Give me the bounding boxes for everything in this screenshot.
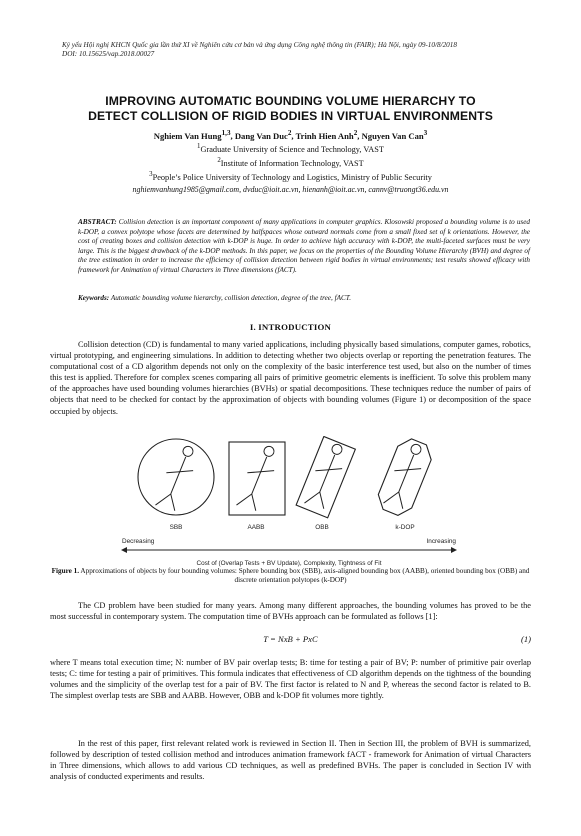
title-line-1: IMPROVING AUTOMATIC BOUNDING VOLUME HIERARCHY TO [105, 94, 476, 108]
affiliation: $^2$Institute of Information Technology, VAST [217, 156, 364, 168]
keywords-label: Keywords: [78, 294, 110, 302]
decreasing-label: Decreasing [122, 538, 155, 545]
cost-axis-label: Cost of (Overlap Tests + BV Update), Complexity, Tightness of Fit [196, 560, 382, 567]
author: Nguyen Van Can [361, 130, 424, 141]
figure-1-caption [50, 567, 531, 586]
equation-1 [50, 634, 531, 646]
kdop-shape [374, 436, 436, 519]
abstract-text: Collision detection is an important component of many applications in computer graphics. Klosowski proposed a bounding volume is to used k-DOP, a convex polytope whose facets are determined by halfspaces whose outward normals come from a small fixed set of k orientations. However, the cost of creating boxes and collision detection with k-DOP is huge. In order to achieve high accuracy with k-DOP, the multi-faceted surfaces must be very large. This is the biggest drawback of the k-DOP methods. In this paper, we focus on the properties of the Bounding Volume Hierarchy (BVH) and degree of the tree estimation in order to increase the efficiency of collision detection between rigid bodies in virtual environments; test results showed efficacy with framework for Animation of virtual Characters in Three dimensions (fACT). [78, 218, 531, 274]
doi-line: DOI: 10.15625/vap.2018.00027 [62, 50, 155, 58]
author-sup: 3 [423, 129, 428, 137]
section-heading: I. INTRODUCTION [249, 322, 332, 332]
body-paragraph: where T means total execution time; N: number of BV pair overlap tests; B: time for testing a pair of BV; P: number of primitive pair overlap tests; C: time for testing a pair of primitives. This formula indicates that effectiveness of CD algorithm depends on the tightness of the bounding volumes and the simplicity of the overlap test for a pair of BV. The first factor is related to N and P, whereas the second factor is related to B. The simplest overlap tests are SBB and AABB. However, OBB and k-DOP fit volumes more tightly. [50, 658, 531, 701]
running-header [62, 41, 532, 59]
author-emails: nghiemvanhung1985@gmail.com, dvduc@ioit.ac.vn, hienanh@ioit.ac.vn, cannv@truongt36.edu.vn [132, 185, 449, 194]
author-sup: 1,3 [221, 129, 231, 137]
caption-label: Figure 1. [51, 567, 80, 575]
title-line-2: DETECT COLLISION OF RIGID BODIES IN VIRTUAL ENVIRONMENTS [88, 109, 493, 123]
figure-1 [120, 436, 460, 574]
author: Trinh Hien Anh [295, 130, 354, 141]
affiliation: $^1$Graduate University of Science and Technology, VAST [197, 143, 384, 154]
conference-line: Kỷ yếu Hội nghị KHCN Quốc gia lần thứ XI về Nghiên cứu cơ bản và ứng dụng Công nghệ thông tin (FAIR); Hà Nội, ngày 09-10/8/2018 [62, 41, 457, 49]
author: Dang Van Duc [234, 130, 288, 141]
increasing-label: Increasing [426, 538, 456, 545]
sbb-label: SBB [169, 524, 183, 531]
obb-shape [296, 436, 355, 517]
keywords [78, 294, 530, 304]
sbb-shape [138, 439, 214, 515]
affiliation-list [50, 141, 531, 182]
aabb-shape [229, 442, 285, 515]
equation-formula: T = NxB + PxC [263, 634, 318, 644]
author-list: Nghiem Van Hung$^{1,3}$, Dang Van Duc$^2$, Trinh Hien Anh$^2$, Nguyen Van Can$^3$ [153, 129, 428, 141]
abstract [78, 218, 530, 276]
paper-title [50, 94, 531, 124]
kdop-label: k-DOP [395, 524, 415, 531]
equation-number: (1) [520, 634, 531, 644]
caption-text: Approximations of objects by four bounding volumes: Sphere bounding box (SBB), axis-aligned bounding box (AABB), oriented bounding box (OBB) and discrete orientation polytopes (k-DOP) [80, 567, 530, 585]
aabb-label: AABB [247, 524, 265, 531]
abstract-label: ABSTRACT: [78, 218, 117, 226]
body-paragraph: The CD problem have been studied for many years. Among many different approaches, the bounding volumes has proved to be the most successful in contemporary system. The computation time of BVHs approach can be formulated as follows [1]: [50, 601, 531, 622]
affiliation: $^3$People’s Police University of Technology and Logistics, Ministry of Public Security [149, 170, 432, 182]
author-sup: 2 [353, 129, 358, 137]
keywords-text: Automatic bounding volume hierarchy, collision detection, degree of the tree, fACT. [110, 294, 352, 302]
bounding-volume-diagram [120, 436, 460, 574]
author: Nghiem Van Hung [153, 130, 222, 141]
body-paragraph: Collision detection (CD) is fundamental to many varied applications, including physically based simulations, computer games, robotics, virtual prototyping, and engineering simulations. In addition to detecting whether two objects overlap or reporting the penetration features. The computational cost of a CD algorithm depends not only on the complexity of the basic interference test used, but also on the number of times this test is applied. Therefore for complex scenes comparing all pairs of primitive geometric elements is inefficient. To solve this problem many of the approaches have used bounding volumes hierarchies (BVHs) or spatial decompositions. These techniques reduce the number of pairs of objects that need to be checked for contact by the approximation of objects with bounding volumes (Figure 1) or decomposition of the space occupied by objects. [50, 340, 531, 416]
author-sup: 2 [287, 129, 292, 137]
body-paragraph: In the rest of this paper, first relevant related work is reviewed in Section II. Then in Section III, the problem of BVH is summarized, followed by description of tested collision method and introduces animation framework fACT - framework for Animation of virtual Characters in Three dimensions, which allows to add various CD techniques, as well as predefined BVHs. The paper is concluded in Section IV with analysis of conducted experiments and results. [50, 739, 531, 782]
obb-label: OBB [315, 524, 329, 531]
